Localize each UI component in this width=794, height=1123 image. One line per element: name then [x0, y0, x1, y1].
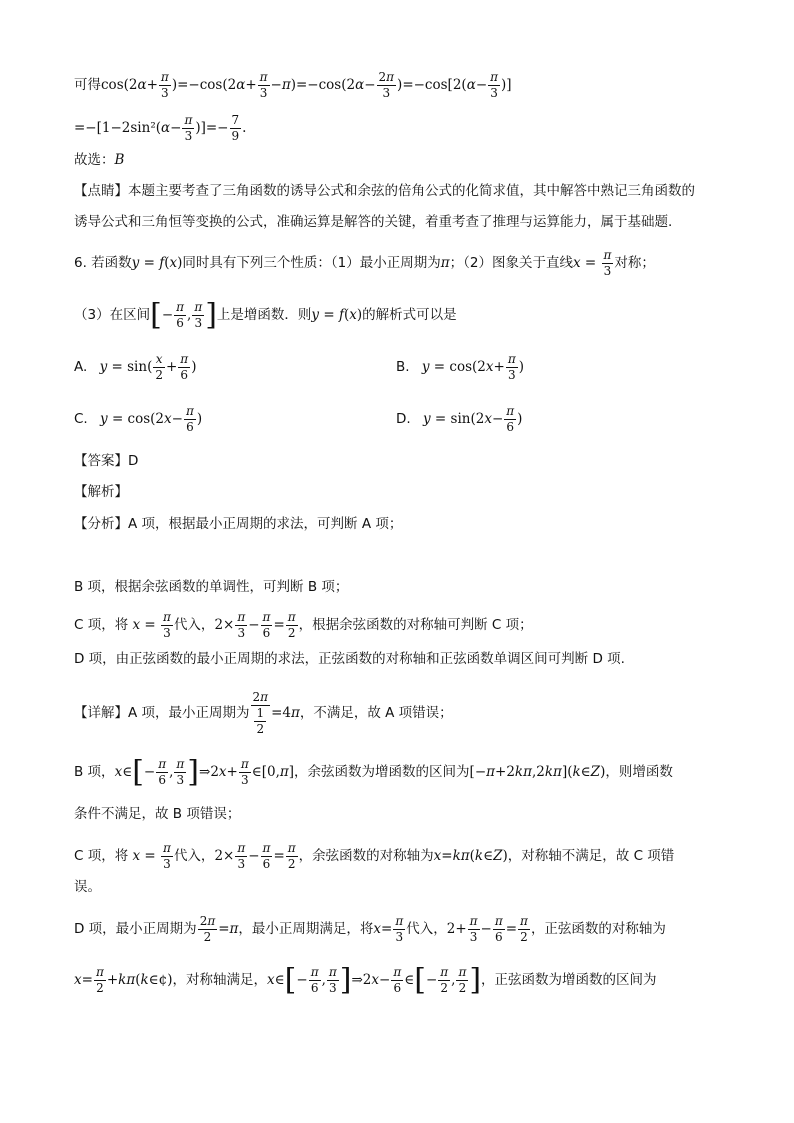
option-d[interactable]	[396, 404, 522, 435]
detail-c-pre: C 项，将	[74, 848, 129, 864]
option-a-formula: y = sin( $\frac{x}{2}$ + $\frac{\pi}{6}$ )	[99, 352, 197, 382]
detail-c-x: x = $\frac{\pi}{3}$	[132, 841, 171, 871]
option-d-formula: y = sin(2x− $\frac{\pi}{6}$ )	[422, 404, 523, 434]
detail-b-pre: B 项，	[74, 764, 115, 780]
analysis-b: B 项，根据余弦函数的单调性，可判断 B 项；	[74, 579, 349, 595]
detail-line-c2	[74, 877, 754, 897]
detail-line-d2	[74, 962, 754, 998]
choice-answer: B	[114, 152, 125, 168]
choice-text: 故选：	[74, 152, 115, 168]
analysis-line-a	[74, 514, 754, 534]
derivation-line-1	[74, 70, 754, 101]
option-c-label: C.	[74, 411, 88, 427]
detail-b-cont: 条件不满足，故 B 项错误；	[74, 806, 241, 822]
comment-text-1: 本题主要考查了三角函数的诱导公式和余弦的倍角公式的化简求值，其中解答中熟记三角函数的	[128, 183, 695, 199]
detail-d-post: ，正弦函数的对称轴为	[530, 921, 666, 937]
detail-b-calc: x∈[− $\frac{\pi}{6}$ , $\frac{\pi}{3}$ ]⇒2x+ $\frac{\pi}{3}$ ∈[0,π]	[114, 754, 295, 790]
detail-line-b2	[74, 804, 754, 824]
q6-func2: y = f(x)	[311, 307, 363, 323]
answer-line	[74, 451, 754, 471]
option-c[interactable]	[74, 404, 202, 435]
comment-line-2	[74, 212, 754, 232]
option-b[interactable]	[396, 352, 524, 383]
analysis-d: D 项，由正弦函数的最小正周期的求法，正弦函数的对称轴和正弦函数单调区间可判断 D 项.	[74, 651, 625, 667]
detail-line-a	[74, 690, 754, 737]
q6-pi: π	[440, 255, 450, 271]
detail-c-mid2: ，余弦函数的对称轴为	[298, 848, 434, 864]
comment-text-2: 诱导公式和三角恒等变换的公式，准确运算是解答的关键，着重考查了推理与运算能力，属于基础题.	[74, 214, 673, 230]
detail-c-calc: 2× $\frac{\pi}{3}$ − $\frac{\pi}{6}$ = $\frac{\pi}{2}$	[214, 841, 296, 871]
q6-ask: 的解析式可以是	[362, 307, 457, 323]
analysis-line-b	[74, 577, 754, 597]
q6-incr: 上是增函数．则	[216, 307, 312, 323]
detail-b-interval: [−π+2kπ,2kπ](k∈Z)	[469, 764, 606, 780]
detail-d-calc: 2+ $\frac{\pi}{3}$ − $\frac{\pi}{6}$ = $\frac{\pi}{2}$	[446, 914, 528, 944]
detail-d2-calc: x∈[− $\frac{\pi}{6}$ , $\frac{\pi}{3}$ ]⇒2x− $\frac{\pi}{6}$ ∈[− $\frac{\pi}{2}$ , $\frac{\pi}{2}$ ]	[267, 962, 482, 998]
q6-prop3: （3）在区间	[74, 307, 151, 323]
analysis-c-post: ，根据余弦函数的对称轴可判断 C 项；	[298, 617, 533, 633]
option-d-label: D.	[396, 411, 411, 427]
detail-d-mid2: 代入，	[406, 921, 447, 937]
q6-interval: [− $\frac{\pi}{6}$ , $\frac{\pi}{3}$ ]	[150, 297, 217, 333]
detail-c-mid: 代入，	[173, 848, 215, 864]
q6-symm: 对称；	[614, 255, 655, 271]
analysis-c-x: x = $\frac{\pi}{3}$	[132, 610, 171, 640]
formula-cos-1: cos(2α+ $\frac{\pi}{3}$ )=−cos(2α+ $\frac{\pi}{3}$ −π)=−cos(2α− $\frac{2\pi}{3}$ )=−cos[2(α− $\frac{\pi}{3}$ )]	[101, 70, 512, 100]
q6-prop2: ；（2）图象关于直线	[449, 255, 573, 271]
q6-props: 同时具有下列三个性质：（1）最小正周期为	[182, 255, 441, 271]
analysis-heading	[74, 482, 754, 502]
detail-line-b	[74, 754, 754, 790]
question-6-line-1	[74, 248, 754, 279]
option-a-label: A.	[74, 359, 88, 375]
analysis-a: A 项，根据最小正周期的求法，可判断 A 项；	[128, 516, 403, 532]
analysis-line-d	[74, 649, 754, 669]
formula-result: =−[1−2sin²(α− $\frac{\pi}{3}$ )]=− $\frac{7}{9}$ .	[74, 113, 247, 143]
comment-line-1	[74, 181, 754, 201]
analysis-c-pre: C 项，将	[74, 617, 129, 633]
option-c-formula: y = cos(2x− $\frac{\pi}{6}$ )	[100, 404, 203, 434]
detail-a-calc: $\frac{2\pi}{\frac{1}{2}}$ =4π	[252, 690, 300, 736]
answer-value: D	[128, 453, 139, 469]
detail-d2-mid: ，对称轴满足，	[172, 972, 268, 988]
detail-tag: 【详解】	[74, 705, 128, 721]
q6-intro: 6. 若函数	[74, 255, 132, 271]
detail-d-period: $\frac{2\pi}{2}$ =π	[199, 914, 239, 944]
q6-axis: x = $\frac{\pi}{3}$	[572, 248, 612, 278]
option-a[interactable]	[74, 352, 196, 383]
comment-tag: 【点睛】	[74, 183, 128, 199]
answer-tag: 【答案】	[74, 453, 128, 469]
detail-c-axis: x=kπ(k∈Z)	[433, 848, 508, 864]
detail-d-mid1: ，最小正周期满足，将	[238, 921, 374, 937]
detail-line-c	[74, 841, 754, 872]
detail-c-cont: 误。	[74, 879, 101, 895]
option-b-label: B.	[396, 359, 410, 375]
question-6-line-2	[74, 297, 754, 333]
detail-c-post: ，对称轴不满足，故 C 项错	[507, 848, 675, 864]
analysis-c-calc: 2× $\frac{\pi}{3}$ − $\frac{\pi}{6}$ = $\frac{\pi}{2}$	[214, 610, 296, 640]
detail-d-x: x= $\frac{\pi}{3}$	[373, 914, 404, 944]
detail-a-pre: A 项，最小正周期为	[128, 705, 250, 721]
analysis-tag-fenxi: 【分析】	[74, 516, 128, 532]
analysis-line-c	[74, 610, 754, 641]
detail-b-post: ，则增函数	[605, 764, 673, 780]
derivation-line-2	[74, 113, 754, 144]
detail-line-d	[74, 914, 754, 945]
option-b-formula: y = cos(2x+ $\frac{\pi}{3}$ )	[421, 352, 524, 382]
detail-b-mid: ，余弦函数为增函数的区间为	[294, 764, 470, 780]
detail-d2-axis: x= $\frac{\pi}{2}$ +kπ(k∈¢)	[74, 965, 173, 995]
analysis-tag: 【解析】	[74, 484, 128, 500]
analysis-c-mid: 代入，	[173, 617, 215, 633]
detail-d-pre: D 项，最小正周期为	[74, 921, 197, 937]
detail-a-post: ，不满足，故 A 项错误；	[299, 705, 453, 721]
q6-func: y = f(x)	[131, 255, 183, 271]
derivation-prefix: 可得	[74, 77, 101, 93]
choice-line	[74, 150, 754, 170]
detail-d2-post: ，正弦函数为增函数的区间为	[481, 972, 657, 988]
